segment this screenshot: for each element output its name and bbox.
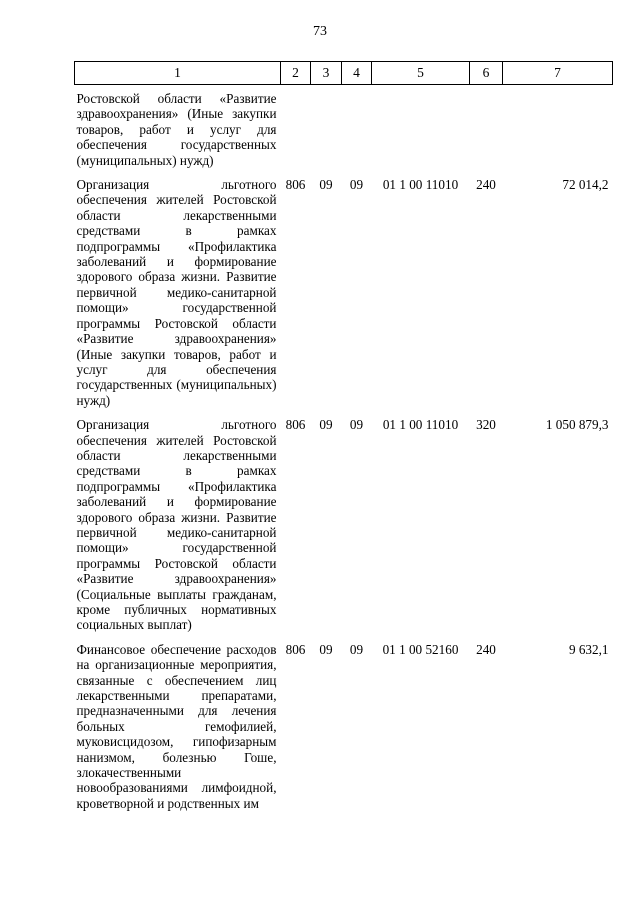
table-header — [75, 62, 613, 85]
row-target: 01 1 00 52160 — [382, 641, 459, 657]
column-header-7: 7 — [503, 62, 613, 85]
row-type: 240 — [476, 641, 496, 657]
header-row — [75, 62, 613, 85]
row-ministry: 806 — [285, 177, 306, 193]
row-ministry: 806 — [285, 641, 306, 657]
row-name: Организация льготного обеспечения жителей Ростовской области лекарственными средствами в рамках подпрограммы «Профилактика заболеваний и формирование здорового образа жизни. Развитие первичной медико-санитарной помощи» государственной программы Ростовской области «Развитие здравоохранения» (Иные закупки товаров, работ и услуг для обеспечения государственных (муниципальных) нужд) — [76, 177, 277, 408]
row-subsection — [342, 85, 372, 169]
row-type: 320 — [476, 417, 496, 433]
row-target: 01 1 00 11010 — [382, 417, 459, 433]
column-header-5: 5 — [372, 62, 470, 85]
row-target — [372, 85, 470, 169]
row-section: 09 — [319, 417, 333, 433]
row-type: 240 — [476, 177, 496, 193]
row-section: 09 — [319, 641, 333, 657]
row-ministry: 806 — [285, 417, 306, 433]
budget-table — [74, 61, 613, 811]
table-row — [75, 408, 613, 633]
row-name: Финансовое обеспечение расходов на организационные мероприятия, связанные с обеспечением лиц лекарственными препаратами, предназначенными для лечения больных гемофилией, муковисцидозом, гипофизарным нанизмом, болезнью Гоше, злокачественными новообразованиями лимфоидной, кроветворной и родственных им — [76, 641, 277, 811]
row-subsection: 09 — [349, 417, 364, 433]
column-header-3: 3 — [311, 62, 342, 85]
row-name: Организация льготного обеспечения жителей Ростовской области лекарственными средствами в рамках подпрограммы «Профилактика заболеваний и формирование здорового образа жизни. Развитие первичной медико-санитарной помощи» государственной программы Ростовской области «Развитие здравоохранения» (Социальные выплаты гражданам, кроме публичных нормативных социальных выплат) — [76, 417, 277, 633]
table-row — [75, 633, 613, 811]
table-row — [75, 85, 613, 169]
row-amount: 72 014,2 — [562, 177, 609, 193]
row-subsection: 09 — [349, 641, 364, 657]
column-header-6: 6 — [470, 62, 503, 85]
column-header-4: 4 — [342, 62, 372, 85]
row-section: 09 — [319, 177, 333, 193]
row-amount: 1 050 879,3 — [545, 417, 609, 433]
table-row — [75, 168, 613, 408]
row-amount: 9 632,1 — [568, 641, 609, 657]
row-subsection: 09 — [349, 177, 364, 193]
column-header-2: 2 — [281, 62, 311, 85]
row-section — [311, 85, 342, 169]
column-header-1: 1 — [75, 62, 281, 85]
page-number: 73 — [313, 24, 327, 39]
row-ministry — [281, 85, 311, 169]
row-name: Ростовской области «Развитие здравоохранения» (Иные закупки товаров, работ и услуг для обеспечения государственных (муниципальных) нужд) — [76, 91, 277, 168]
row-amount — [503, 85, 613, 169]
row-target: 01 1 00 11010 — [382, 177, 459, 193]
row-type — [470, 85, 503, 169]
